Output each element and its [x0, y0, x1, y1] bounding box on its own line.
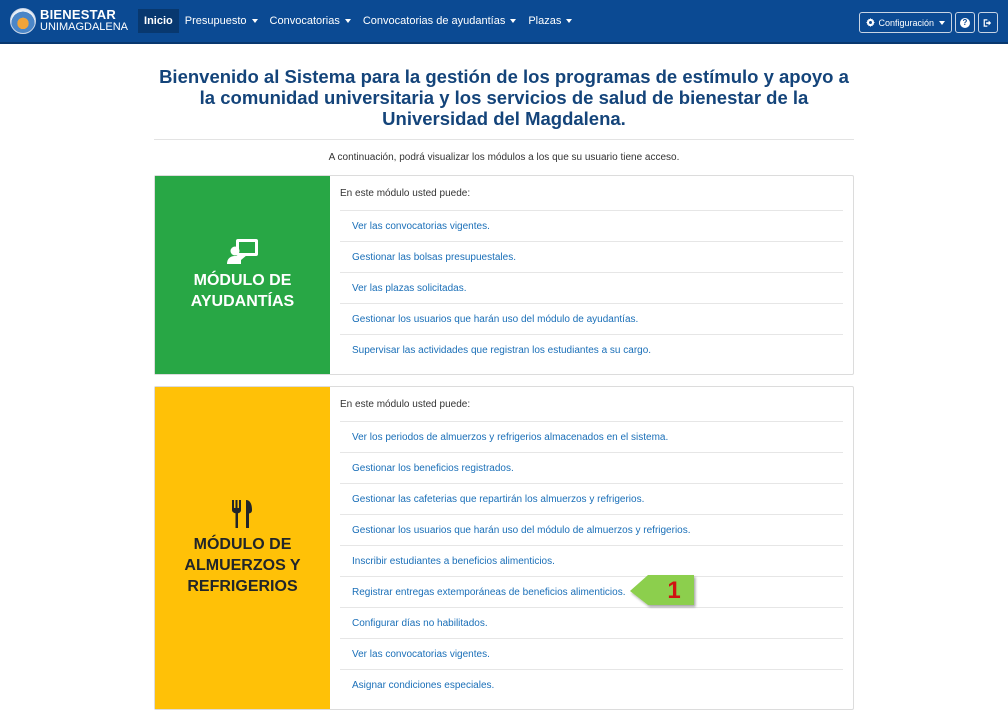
chalkboard-teacher-icon: [227, 238, 259, 264]
link-asignar-condiciones[interactable]: Asignar condiciones especiales.: [352, 680, 495, 691]
module-almuerzos-heading: En este módulo usted puede:: [340, 387, 843, 422]
module-ayudantias-title-line1: MÓDULO DE: [193, 272, 292, 289]
link-gestionar-bolsas[interactable]: Gestionar las bolsas presupuestales.: [340, 242, 843, 273]
configuration-dropdown-button[interactable]: [859, 12, 952, 33]
module-almuerzos-banner[interactable]: [155, 387, 330, 709]
nav-presupuesto-label: Presupuesto: [184, 15, 247, 27]
nav-convocatorias-label: Convocatorias: [269, 15, 340, 27]
sign-out-icon: [983, 18, 993, 28]
nav-plazas-label: Plazas: [528, 15, 562, 27]
module-ayudantias: [154, 175, 854, 375]
gear-icon: [866, 18, 875, 27]
module-almuerzos-title-line1: MÓDULO DE: [193, 535, 292, 553]
module-ayudantias-heading: En este módulo usted puede:: [340, 176, 843, 211]
link-ver-periodos[interactable]: Ver los periodos de almuerzos y refrigerios almacenados en el sistema.: [340, 422, 843, 453]
module-ayudantias-banner[interactable]: [155, 176, 330, 374]
nav-convocatorias-ayudantias[interactable]: [357, 9, 522, 33]
link-supervisar-actividades[interactable]: Supervisar las actividades que registran los estudiantes a su cargo.: [352, 345, 652, 356]
link-gestionar-cafeterias[interactable]: Gestionar las cafeterias que repartirán los almuerzos y refrigerios.: [340, 484, 843, 515]
configuration-label: Configuración: [878, 17, 934, 28]
link-inscribir-estudiantes[interactable]: Inscribir estudiantes a beneficios alimenticios.: [340, 546, 843, 577]
link-configurar-dias[interactable]: Configurar días no habilitados.: [340, 608, 843, 639]
link-ver-plazas[interactable]: Ver las plazas solicitadas.: [340, 273, 843, 304]
callout-number: 1: [667, 577, 681, 604]
utensils-icon: [231, 500, 255, 528]
caret-down-icon: [510, 19, 516, 23]
nav-presupuesto[interactable]: [179, 9, 264, 33]
intro-text: A continuación, podrá visualizar los módulos a los que su usuario tiene acceso.: [328, 152, 680, 163]
link-ver-convocatorias-almuerzos[interactable]: Ver las convocatorias vigentes.: [340, 639, 843, 670]
brand-subtitle: UNIMAGDALENA: [40, 21, 129, 33]
step-callout: [628, 573, 698, 609]
link-gestionar-usuarios-almuerzos[interactable]: Gestionar los usuarios que harán uso del módulo de almuerzos y refrigerios.: [340, 515, 843, 546]
main-content: [154, 60, 854, 720]
top-navbar: [0, 0, 1008, 44]
module-almuerzos: [154, 386, 854, 710]
help-button[interactable]: [955, 12, 975, 33]
module-ayudantias-title-line2: AYUDANTÍAS: [190, 293, 295, 310]
brand-title: BIENESTAR: [40, 7, 116, 22]
caret-down-icon: [252, 19, 258, 23]
module-almuerzos-title-line3: REFRIGERIOS: [187, 577, 298, 595]
nav-inicio-label: Inicio: [144, 15, 173, 27]
nav-convocatorias-ayudantias-label: Convocatorias de ayudantías: [362, 15, 506, 27]
nav-inicio[interactable]: [138, 9, 179, 33]
brand[interactable]: [10, 0, 128, 43]
university-logo-icon: [10, 8, 36, 34]
link-gestionar-beneficios[interactable]: Gestionar los beneficios registrados.: [340, 453, 843, 484]
welcome-title: Bienvenido al Sistema para la gestión de los programas de estímulo y apoyo a la comunidad universitaria y los servicios de salud de bienestar de la Universidad del Magdalena.: [159, 66, 849, 129]
question-circle-icon: ?: [960, 18, 970, 28]
link-ver-convocatorias[interactable]: Ver las convocatorias vigentes.: [340, 211, 843, 242]
caret-down-icon: [566, 19, 572, 23]
module-almuerzos-title-line2: ALMUERZOS Y: [184, 556, 301, 574]
logout-button[interactable]: [978, 12, 998, 33]
nav-convocatorias[interactable]: [264, 9, 357, 33]
caret-down-icon: [345, 19, 351, 23]
caret-down-icon: [939, 21, 945, 25]
link-registrar-entregas-extemporaneas[interactable]: Registrar entregas extemporáneas de beneficios alimenticios.: [340, 577, 843, 608]
link-gestionar-usuarios-ayudantias[interactable]: Gestionar los usuarios que harán uso del módulo de ayudantías.: [340, 304, 843, 335]
nav-plazas[interactable]: [522, 9, 578, 33]
